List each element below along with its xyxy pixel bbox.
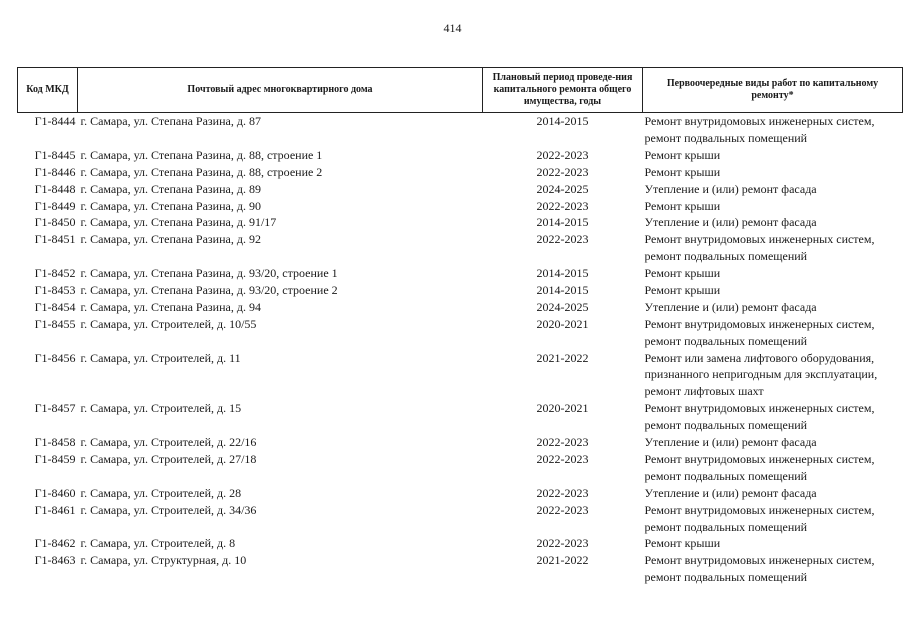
cell-code: Г1-8460: [34, 485, 76, 500]
header-code: Код МКД: [18, 68, 78, 113]
work-line: Ремонт внутридомовых инженерных систем,: [644, 401, 875, 416]
cell-period: 2022-2023: [536, 232, 589, 247]
cell-works: [643, 485, 903, 502]
cell-works: [643, 434, 903, 451]
work-line: Ремонт крыши: [644, 266, 721, 281]
cell-period: 2014-2015: [536, 283, 589, 297]
cell-code: Г1-8453: [34, 283, 76, 297]
cell-code: Г1-8458: [34, 435, 76, 450]
cell-code: Г1-8444: [34, 114, 76, 128]
cell-code: Г1-8463: [34, 553, 76, 568]
cell-works: [643, 502, 903, 536]
cell-period: 2022-2023: [536, 435, 589, 450]
work-line: ремонт подвальных помещений: [644, 130, 808, 145]
table-row: [18, 535, 903, 552]
work-line: Ремонт внутридомовых инженерных систем,: [644, 316, 875, 331]
cell-address: г. Самара, ул. Структурная, д. 10: [80, 553, 247, 568]
table-row: [18, 181, 903, 198]
header-works: Первоочередные виды работ по капитальному ремонту*: [643, 68, 903, 113]
work-line: Утепление и (или) ремонт фасада: [644, 181, 817, 196]
table-row: [18, 282, 903, 299]
cell-period: 2022-2023: [536, 451, 589, 466]
cell-period: 2021-2022: [536, 553, 589, 568]
work-line: ремонт лифтовых шахт: [644, 384, 764, 399]
work-line: Утепление и (или) ремонт фасада: [644, 299, 817, 314]
work-line: ремонт подвальных помещений: [644, 333, 808, 348]
table-row: [18, 400, 903, 434]
cell-address: г. Самара, ул. Степана Разина, д. 87: [80, 114, 261, 128]
cell-works: [643, 316, 903, 350]
cell-address: г. Самара, ул. Степана Разина, д. 93/20, строение 1: [80, 266, 338, 281]
cell-period: 2022-2023: [536, 198, 589, 213]
work-line: ремонт подвальных помещений: [644, 468, 808, 483]
cell-period: 2014-2015: [536, 266, 589, 281]
cell-code: Г1-8459: [34, 451, 76, 466]
cell-address: г. Самара, ул. Строителей, д. 22/16: [80, 435, 257, 450]
cell-address: г. Самара, ул. Строителей, д. 11: [80, 350, 241, 365]
cell-code: Г1-8452: [34, 266, 76, 281]
cell-code: Г1-8451: [34, 232, 76, 247]
cell-works: [643, 265, 903, 282]
table-row: [18, 164, 903, 181]
cell-works: [643, 113, 903, 147]
cell-address: г. Самара, ул. Строителей, д. 34/36: [80, 502, 257, 517]
cell-works: [643, 164, 903, 181]
table-body: [18, 113, 903, 587]
work-line: Ремонт крыши: [644, 147, 721, 162]
cell-works: [643, 198, 903, 215]
cell-period: 2020-2021: [536, 401, 589, 416]
work-line: Ремонт внутридомовых инженерных систем,: [644, 553, 875, 568]
table-row: [18, 485, 903, 502]
cell-period: 2022-2023: [536, 485, 589, 500]
table-row: [18, 434, 903, 451]
cell-code: Г1-8455: [34, 316, 76, 331]
cell-works: [643, 214, 903, 231]
cell-address: г. Самара, ул. Строителей, д. 27/18: [80, 451, 257, 466]
cell-works: [643, 350, 903, 401]
cell-works: [643, 400, 903, 434]
cell-code: Г1-8448: [34, 181, 76, 196]
work-line: Ремонт крыши: [644, 536, 721, 551]
capital-repair-table: [17, 67, 903, 586]
table-header: [18, 68, 903, 113]
cell-address: г. Самара, ул. Степана Разина, д. 94: [80, 299, 261, 314]
work-line: Ремонт внутридомовых инженерных систем,: [644, 502, 875, 517]
work-line: Ремонт крыши: [644, 283, 721, 297]
cell-period: 2014-2015: [536, 215, 589, 230]
work-line: признанного непригодным для эксплуатации,: [644, 367, 878, 382]
cell-period: 2021-2022: [536, 350, 589, 365]
cell-period: 2020-2021: [536, 316, 589, 331]
cell-works: [643, 535, 903, 552]
cell-address: г. Самара, ул. Степана Разина, д. 89: [80, 181, 261, 196]
work-line: Утепление и (или) ремонт фасада: [644, 485, 817, 500]
cell-address: г. Самара, ул. Строителей, д. 28: [80, 485, 242, 500]
cell-period: 2022-2023: [536, 147, 589, 162]
cell-works: [643, 147, 903, 164]
table-row: [18, 147, 903, 164]
cell-address: г. Самара, ул. Строителей, д. 8: [80, 536, 236, 551]
work-line: Ремонт или замена лифтового оборудования,: [644, 350, 875, 365]
table-row: [18, 113, 903, 147]
header-period: Плановый период проведе-ния капитального ремонта общего имущества, годы: [483, 68, 643, 113]
cell-code: Г1-8462: [34, 536, 76, 551]
cell-period: 2024-2025: [536, 181, 589, 196]
cell-works: [643, 181, 903, 198]
table-row: [18, 350, 903, 401]
cell-works: [643, 231, 903, 265]
cell-code: Г1-8454: [34, 299, 76, 314]
cell-period: 2024-2025: [536, 299, 589, 314]
work-line: Утепление и (или) ремонт фасада: [644, 215, 817, 230]
work-line: Утепление и (или) ремонт фасада: [644, 435, 817, 450]
work-line: ремонт подвальных помещений: [644, 570, 808, 585]
cell-works: [643, 282, 903, 299]
table-row: [18, 316, 903, 350]
cell-period: 2022-2023: [536, 536, 589, 551]
cell-address: г. Самара, ул. Степана Разина, д. 90: [80, 198, 261, 213]
table-row: [18, 214, 903, 231]
header-address: Почтовый адрес многоквартирного дома: [78, 68, 483, 113]
work-line: Ремонт внутридомовых инженерных систем,: [644, 232, 875, 247]
cell-works: [643, 299, 903, 316]
table-row: [18, 231, 903, 265]
work-line: Ремонт крыши: [644, 198, 721, 213]
cell-works: [643, 451, 903, 485]
cell-code: Г1-8456: [34, 350, 76, 365]
work-line: ремонт подвальных помещений: [644, 519, 808, 534]
cell-address: г. Самара, ул. Степана Разина, д. 91/17: [80, 215, 277, 230]
cell-period: 2022-2023: [536, 502, 589, 517]
cell-address: г. Самара, ул. Степана Разина, д. 88, строение 1: [80, 147, 323, 162]
table-row: [18, 502, 903, 536]
work-line: Ремонт крыши: [644, 164, 721, 179]
cell-code: Г1-8445: [34, 147, 76, 162]
work-line: Ремонт внутридомовых инженерных систем,: [644, 114, 875, 128]
cell-address: г. Самара, ул. Строителей, д. 15: [80, 401, 242, 416]
table-row: [18, 552, 903, 586]
cell-code: Г1-8461: [34, 502, 76, 517]
cell-period: 2022-2023: [536, 164, 589, 179]
table-row: [18, 265, 903, 282]
cell-period: 2014-2015: [536, 114, 589, 128]
table-row: [18, 299, 903, 316]
work-line: ремонт подвальных помещений: [644, 249, 808, 264]
work-line: ремонт подвальных помещений: [644, 418, 808, 433]
cell-code: Г1-8450: [34, 215, 76, 230]
cell-code: Г1-8457: [34, 401, 76, 416]
cell-address: г. Самара, ул. Степана Разина, д. 88, строение 2: [80, 164, 323, 179]
cell-address: г. Самара, ул. Степана Разина, д. 92: [80, 232, 261, 247]
table-row: [18, 451, 903, 485]
page-number: 414: [443, 21, 462, 35]
cell-address: г. Самара, ул. Строителей, д. 10/55: [80, 316, 257, 331]
cell-code: Г1-8446: [34, 164, 76, 179]
cell-works: [643, 552, 903, 586]
work-line: Ремонт внутридомовых инженерных систем,: [644, 451, 875, 466]
cell-address: г. Самара, ул. Степана Разина, д. 93/20, строение 2: [80, 283, 338, 297]
table-row: [18, 198, 903, 215]
cell-code: Г1-8449: [34, 198, 76, 213]
